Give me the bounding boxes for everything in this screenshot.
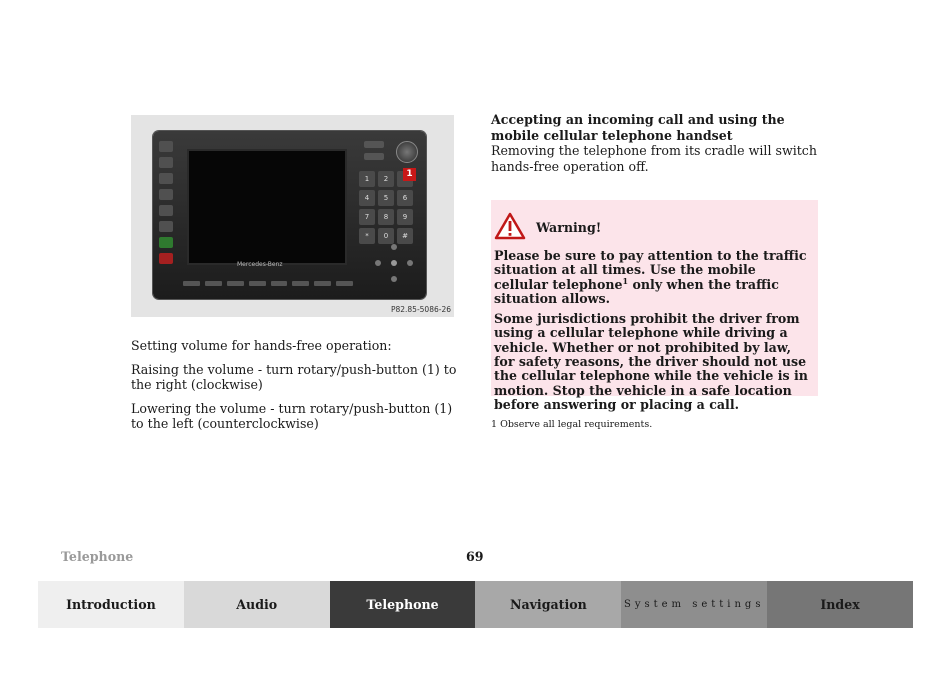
keypad-key: 2 <box>378 171 394 187</box>
warning-triangle-icon <box>494 212 526 240</box>
warning-paragraph-1: Please be sure to pay attention to the traffic situation at all times. Use the mobile cellular telephone$^1$ only when the traffic situation allows. <box>494 248 807 306</box>
page-number: 69 <box>466 549 484 564</box>
keypad-key: # <box>397 228 413 244</box>
tab-navigation[interactable]: Navigation <box>475 581 621 628</box>
warning-title: Warning! <box>536 220 602 235</box>
volume-intro: Setting volume for hands-free operation: <box>131 338 392 353</box>
tab-audio[interactable]: Audio <box>184 581 330 628</box>
display-screen <box>187 149 347 265</box>
warning-body <box>494 249 814 418</box>
call-end-button-graphic <box>159 253 173 264</box>
keypad-key: 0 <box>378 228 394 244</box>
tab-introduction[interactable]: Introduction <box>38 581 184 628</box>
tab-telephone[interactable]: Telephone <box>330 581 476 628</box>
keypad-key: 6 <box>397 190 413 206</box>
callout-marker: 1 <box>403 168 416 181</box>
softkey-strip <box>183 281 353 286</box>
keypad-key: * <box>359 228 375 244</box>
handset-instruction: Removing the telephone from its cradle will switch hands-free operation off. <box>491 143 817 174</box>
brand-label: Mercedes-Benz <box>237 261 283 268</box>
footnote: 1 Observe all legal requirements. <box>491 419 653 430</box>
tab-index[interactable]: Index <box>767 581 913 628</box>
keypad-key: 5 <box>378 190 394 206</box>
keypad-key: 9 <box>397 209 413 225</box>
device-figure <box>131 115 454 317</box>
section-label: Telephone <box>61 549 134 564</box>
rotary-knob-graphic <box>396 141 418 163</box>
figure-code: P82.85-5086-26 <box>390 305 451 314</box>
warning-paragraph-2: Some jurisdictions prohibit the driver from using a cellular telephone while driving a vehicle. Whether or not prohibited by law, for safety reasons, the driver should not use the cellular telephone while the vehicle is in motion. Stop the vehicle in a safe location before answering or placing a call. <box>494 311 808 412</box>
section-heading: Accepting an incoming call and using the mobile cellular telephone handset <box>491 112 785 143</box>
keypad-key: 8 <box>378 209 394 225</box>
tab-system-settings[interactable]: System settings <box>621 581 767 628</box>
chapter-tabs <box>38 581 913 628</box>
warning-box <box>491 200 818 412</box>
keypad-key: 4 <box>359 190 375 206</box>
left-column-text <box>131 338 461 440</box>
volume-raise-instruction: Raising the volume - turn rotary/push-button (1) to the right (clockwise) <box>131 361 457 392</box>
keypad-key: 1 <box>359 171 375 187</box>
navigation-pad <box>375 244 413 282</box>
command-unit-illustration <box>153 131 426 299</box>
keypad-key: 7 <box>359 209 375 225</box>
keypad <box>359 171 413 244</box>
side-buttons <box>159 141 173 269</box>
call-accept-button-graphic <box>159 237 173 248</box>
footnote-marker: 1 <box>622 275 629 286</box>
right-column-text <box>491 112 821 174</box>
volume-lower-instruction: Lowering the volume - turn rotary/push-button (1) to the left (counterclockwise) <box>131 400 453 431</box>
